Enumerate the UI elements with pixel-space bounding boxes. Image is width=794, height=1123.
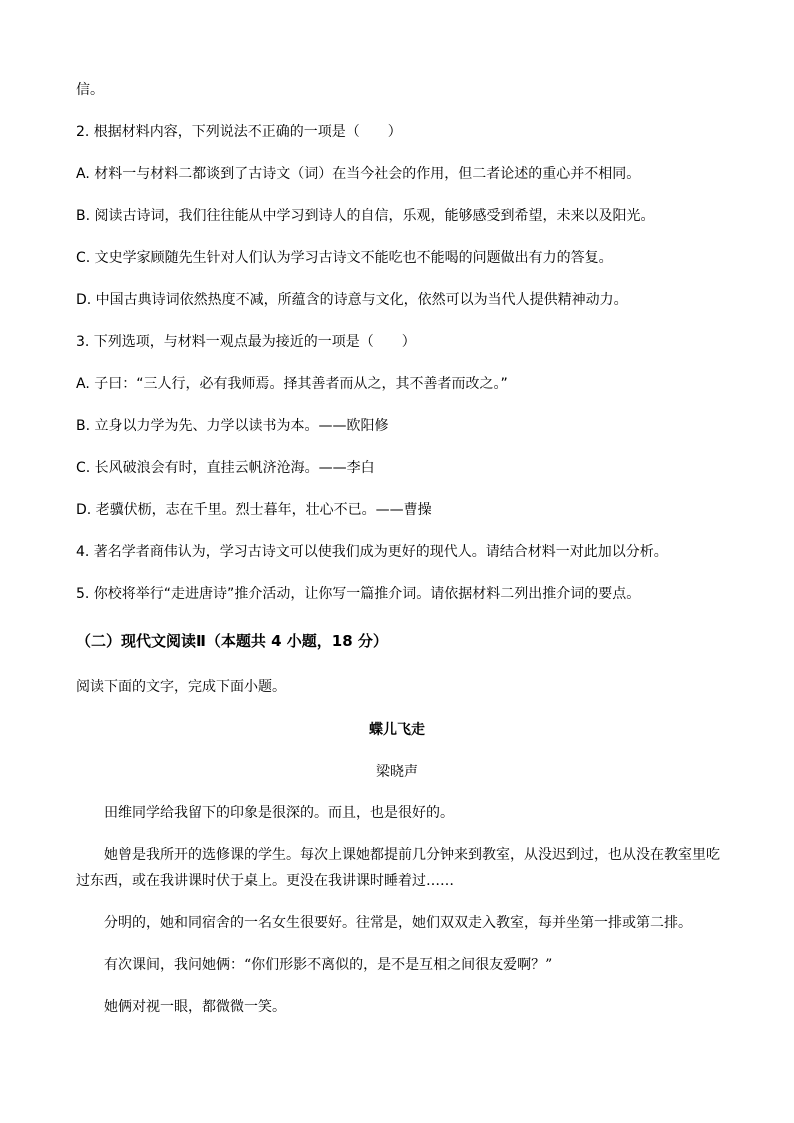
question-3-option-a: A. 子曰：“三人行，必有我师焉。择其善者而从之，其不善者而改之。” (76, 376, 508, 392)
question-4: 4. 著名学者商伟认为，学习古诗文可以使我们成为更好的现代人。请结合材料一对此加以分析。 (76, 544, 668, 560)
paragraph-5: 她俩对视一眼，都微微一笑。 (104, 999, 286, 1015)
question-3: 3. 下列选项，与材料一观点最为接近的一项是（ ） (76, 334, 416, 350)
paragraph-4: 有次课间，我问她俩：“你们形影不离似的，是不是互相之间很友爱啊？” (104, 957, 553, 973)
paragraph-2-line-1: 她曾是我所开的选修课的学生。每次上课她都提前几分钟来到教室，从没迟到过，也从没在教室里吃 (104, 847, 720, 863)
question-2-option-d: D. 中国古典诗词依然热度不减，所蕴含的诗意与文化，依然可以为当代人提供精神动力。 (76, 292, 628, 308)
paragraph-1: 田维同学给我留下的印象是很深的。而且，也是很好的。 (104, 805, 454, 821)
paragraph-2-line-2: 过东西，或在我讲课时伏于桌上。更没在我讲课时睡着过…… (76, 873, 454, 889)
question-3-option-b: B. 立身以力学为先、力学以读书为本。——欧阳修 (76, 418, 389, 434)
question-2: 2. 根据材料内容，下列说法不正确的一项是（ ） (76, 124, 402, 140)
reading-instruction: 阅读下面的文字，完成下面小题。 (76, 679, 286, 695)
section-heading: （二）现代文阅读Ⅱ（本题共 4 小题，18 分） (76, 632, 388, 650)
story-author: 梁晓声 (376, 764, 418, 780)
paragraph-3: 分明的，她和同宿舍的一名女生很要好。往常是，她们双双走入教室，每并坐第一排或第二排。 (104, 915, 692, 931)
question-2-option-a: A. 材料一与材料二都谈到了古诗文（词）在当今社会的作用，但二者论述的重心并不相同。 (76, 166, 641, 182)
question-3-option-d: D. 老骥伏枥，志在千里。烈士暮年，壮心不已。——曹操 (76, 502, 432, 518)
question-5: 5. 你校将举行“走进唐诗”推介活动，让你写一篇推介词。请依据材料二列出推介词的要点。 (76, 586, 641, 602)
question-2-option-b: B. 阅读古诗词，我们往往能从中学习到诗人的自信，乐观，能够感受到希望，未来以及阳光。 (76, 208, 655, 224)
text-line-continuation: 信。 (76, 82, 104, 98)
question-2-option-c: C. 文史学家顾随先生针对人们认为学习古诗文不能吃也不能喝的问题做出有力的答复。 (76, 250, 613, 266)
question-3-option-c: C. 长风破浪会有时，直挂云帆济沧海。——李白 (76, 460, 375, 476)
story-title: 蝶儿飞走 (369, 722, 425, 738)
